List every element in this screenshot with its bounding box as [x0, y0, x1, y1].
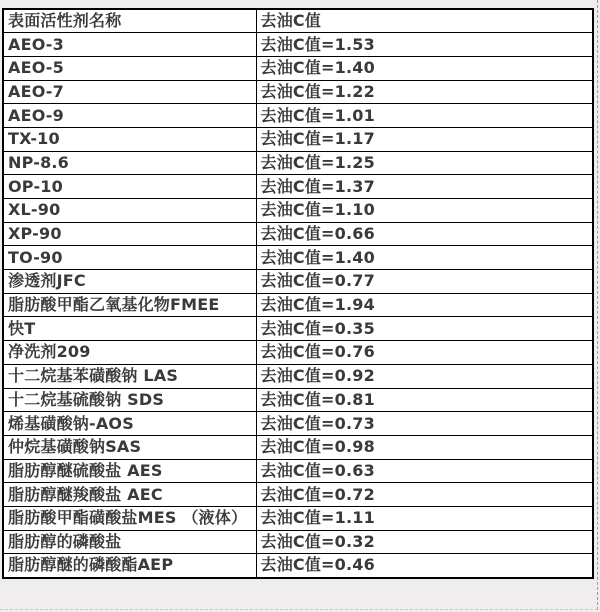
table-row: [3, 364, 593, 388]
c-value-cell: 去油C值=0.66: [256, 222, 593, 246]
surfactant-name-cell: 烯基磺酸钠-AOS: [3, 412, 256, 436]
c-value-cell: 去油C值=1.17: [256, 127, 593, 151]
table-row: [3, 412, 593, 436]
table-row: [3, 127, 593, 151]
table-row: [3, 506, 593, 530]
surfactant-name-cell: AEO-9: [3, 104, 256, 128]
table-row: [3, 33, 593, 57]
c-value-cell: 去油C值=1.37: [256, 175, 593, 199]
table-row: [3, 80, 593, 104]
surfactant-name-cell: OP-10: [3, 175, 256, 199]
table-row: [3, 246, 593, 270]
surfactant-name-cell: AEO-5: [3, 56, 256, 80]
header-surfactant-name: 表面活性剂名称: [3, 9, 256, 33]
table-row: [3, 270, 593, 294]
surfactant-name-cell: 十二烷基硫酸钠 SDS: [3, 388, 256, 412]
table-row: [3, 317, 593, 341]
table-row: [3, 151, 593, 175]
surfactant-c-value-table: [2, 8, 594, 579]
surfactant-name-cell: 快T: [3, 317, 256, 341]
table-row: [3, 483, 593, 507]
surfactant-name-cell: 脂肪醇醚羧酸盐 AEC: [3, 483, 256, 507]
c-value-cell: 去油C值=1.40: [256, 246, 593, 270]
surfactant-name-cell: XL-90: [3, 199, 256, 223]
c-value-cell: 去油C值=0.46: [256, 554, 593, 578]
surfactant-name-cell: 脂肪酸甲酯乙氧基化物FMEE: [3, 293, 256, 317]
c-value-cell: 去油C值=0.92: [256, 364, 593, 388]
c-value-cell: 去油C值=0.63: [256, 459, 593, 483]
c-value-cell: 去油C值=0.72: [256, 483, 593, 507]
c-value-cell: 去油C值=0.81: [256, 388, 593, 412]
c-value-cell: 去油C值=0.98: [256, 435, 593, 459]
table-row: [3, 435, 593, 459]
surfactant-name-cell: TX-10: [3, 127, 256, 151]
c-value-cell: 去油C值=0.77: [256, 270, 593, 294]
table-body: [3, 33, 593, 578]
surfactant-name-cell: AEO-7: [3, 80, 256, 104]
c-value-cell: 去油C值=1.25: [256, 151, 593, 175]
c-value-cell: 去油C值=1.22: [256, 80, 593, 104]
c-value-cell: 去油C值=0.73: [256, 412, 593, 436]
c-value-cell: 去油C值=0.32: [256, 530, 593, 554]
c-value-cell: 去油C值=1.01: [256, 104, 593, 128]
surfactant-name-cell: AEO-3: [3, 33, 256, 57]
table-row: [3, 341, 593, 365]
c-value-cell: 去油C值=1.40: [256, 56, 593, 80]
table-row: [3, 56, 593, 80]
surfactant-name-cell: NP-8.6: [3, 151, 256, 175]
surfactant-name-cell: 净洗剂209: [3, 341, 256, 365]
table-row: [3, 530, 593, 554]
table-row: [3, 104, 593, 128]
c-value-cell: 去油C值=0.76: [256, 341, 593, 365]
surfactant-name-cell: 脂肪醇醚的磷酸酯AEP: [3, 554, 256, 578]
c-value-cell: 去油C值=0.35: [256, 317, 593, 341]
surfactant-name-cell: 十二烷基苯磺酸钠 LAS: [3, 364, 256, 388]
c-value-cell: 去油C值=1.94: [256, 293, 593, 317]
table-row: [3, 293, 593, 317]
c-value-cell: 去油C值=1.53: [256, 33, 593, 57]
header-c-value: 去油C值: [256, 9, 593, 33]
table-row: [3, 554, 593, 578]
surfactant-name-cell: 仲烷基磺酸钠SAS: [3, 435, 256, 459]
surfactant-name-cell: 脂肪醇醚硫酸盐 AES: [3, 459, 256, 483]
table-row: [3, 199, 593, 223]
table-row: [3, 175, 593, 199]
c-value-cell: 去油C值=1.11: [256, 506, 593, 530]
surfactant-name-cell: 渗透剂JFC: [3, 270, 256, 294]
table-row: [3, 459, 593, 483]
c-value-cell: 去油C值=1.10: [256, 199, 593, 223]
surfactant-name-cell: 脂肪醇的磷酸盐: [3, 530, 256, 554]
table-row: [3, 388, 593, 412]
surfactant-name-cell: 脂肪酸甲酯磺酸盐MES （液体）: [3, 506, 256, 530]
header-row: [3, 9, 593, 33]
surfactant-name-cell: TO-90: [3, 246, 256, 270]
surfactant-name-cell: XP-90: [3, 222, 256, 246]
table-row: [3, 222, 593, 246]
